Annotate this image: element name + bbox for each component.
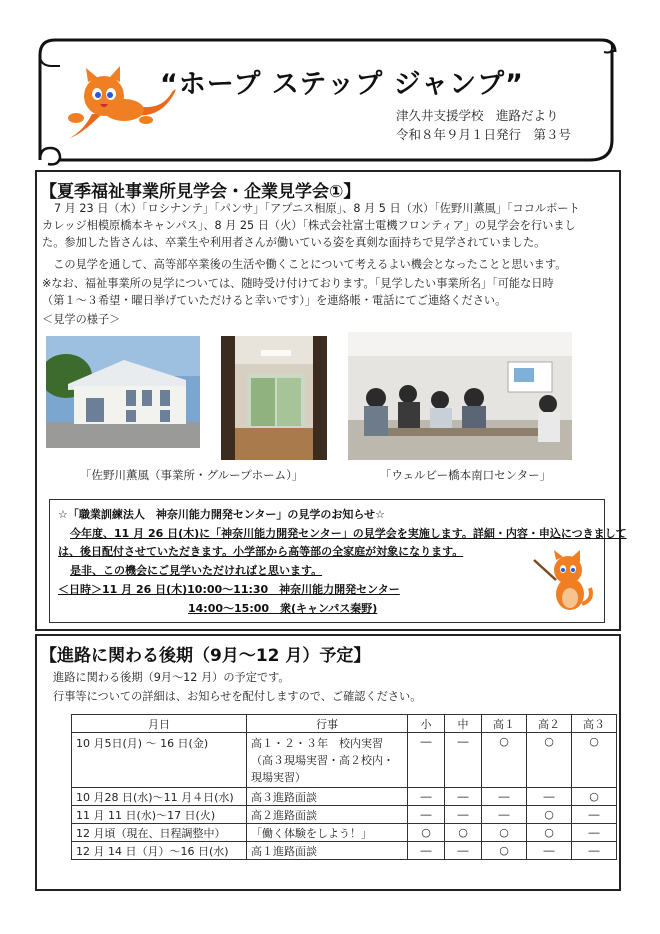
mark-high2: ○ — [527, 824, 572, 842]
row-date: 11 月 11 日(水)～17 日(火) — [72, 806, 247, 824]
row-date: 10 月28 日(水)～11 月４日(水) — [72, 788, 247, 806]
schedule-table — [71, 714, 617, 860]
table-row — [72, 824, 617, 842]
paragraph-line: （第１～３希望・曜日挙げていただけると幸いです）」を連絡帳・電話にてご連絡ください。 — [42, 294, 507, 307]
photo1-caption: 「佐野川薫風（事業所・グループホーム）」 — [80, 468, 304, 482]
school-name: 津久井支援学校 進路だより — [396, 108, 559, 123]
photo-heading: ＜見学の様子＞ — [42, 313, 121, 326]
issue-date: 令和８年９月１日発行 第３号 — [396, 127, 572, 142]
col-header-high2: 高２ — [527, 715, 572, 733]
notice-datetime-2: 14:00～15:00 衆(キャンパス秦野) — [188, 602, 378, 615]
notice-heading: ☆「職業訓練法人 神奈川能力開発センター」の見学のお知らせ☆ — [58, 508, 385, 521]
table-row — [72, 842, 617, 860]
table-header-row — [72, 715, 617, 733]
notice-datetime: ＜日時＞11 月 26 日(木)10:00～11:30 神奈川能力開発センター — [58, 583, 400, 596]
mark-high1: ○ — [482, 824, 527, 842]
table-row — [72, 733, 617, 788]
mark-high3: ― — [572, 806, 617, 824]
mark-elementary: ― — [408, 733, 445, 788]
table-row — [72, 788, 617, 806]
col-header-high3: 高３ — [572, 715, 617, 733]
col-header-elementary: 小 — [408, 715, 445, 733]
col-header-high1: 高１ — [482, 715, 527, 733]
row-event: 高１進路面談 — [247, 842, 408, 860]
row-date: 12 月頃（現在、日程調整中） — [72, 824, 247, 842]
paragraph-line: ※なお、福祉事業所の見学については、随時受け付けております。「見学したい事業所名」「可能な日時 — [42, 277, 554, 290]
mark-high1: ― — [482, 788, 527, 806]
mark-high3: ○ — [572, 788, 617, 806]
mark-high2: ― — [527, 842, 572, 860]
photo-wellbe-classroom — [348, 332, 572, 460]
mark-junior: ― — [445, 842, 482, 860]
notice-line: は、後日配付させていただきます。小学部から高等部の全家庭が対象になります。 — [58, 545, 464, 558]
row-date: 12 月 14 日（月）～16 日(水) — [72, 842, 247, 860]
mark-high3: ○ — [572, 733, 617, 788]
mark-elementary: ― — [408, 806, 445, 824]
photo2-caption: 「ウェルビー橋本南口センター」 — [380, 468, 552, 482]
notice-line: 今年度、11 月 26 日(木)に「神奈川能力開発センター」の見学会を実施します。詳細・内容・申込につきまして — [70, 527, 627, 540]
mark-high2: ― — [527, 788, 572, 806]
col-header-date: 月日 — [72, 715, 247, 733]
row-date: 10 月5日(月) ～ 16 日(金) — [72, 733, 247, 788]
event-line: 高１・２・３年 校内実習 — [251, 737, 383, 750]
mark-elementary: ― — [408, 842, 445, 860]
notice-line: 是非、この機会にご見学いただければと思います。 — [70, 564, 323, 577]
photo-room-interior — [221, 336, 327, 460]
event-line: 現場実習） — [251, 771, 306, 784]
mark-high1: ○ — [482, 842, 527, 860]
mark-junior: ○ — [445, 824, 482, 842]
banner-scroll — [0, 0, 660, 175]
row-event: 「働く体験をしよう！」 — [247, 824, 408, 842]
schedule-intro: 行事等についての詳細は、お知らせを配付しますので、ご確認ください。 — [53, 690, 422, 703]
mark-elementary: ○ — [408, 824, 445, 842]
paragraph-line: た。参加した皆さんは、卒業生や利用者さんが働いている姿を真剣な面持ちで見学されていました。 — [42, 236, 546, 249]
mark-high1: ○ — [482, 733, 527, 788]
col-header-event: 行事 — [247, 715, 408, 733]
mark-high3: ― — [572, 824, 617, 842]
col-header-junior: 中 — [445, 715, 482, 733]
mark-high1: ― — [482, 806, 527, 824]
schedule-intro: 進路に関わる後期（9月～12 月）の予定です。 — [53, 671, 290, 684]
row-event: 高３進路面談 — [247, 788, 408, 806]
mark-junior: ― — [445, 788, 482, 806]
event-line: （高３現場実習・高２校内・ — [251, 754, 394, 767]
mark-high2: ○ — [527, 733, 572, 788]
mark-junior: ― — [445, 733, 482, 788]
mark-high3: ― — [572, 842, 617, 860]
mark-high2: ○ — [527, 806, 572, 824]
paragraph-line: この見学を通して、高等部卒業後の生活や働くことについて考えるよい機会となったことと思います。 — [42, 258, 567, 271]
row-event: 高２進路面談 — [247, 806, 408, 824]
mark-elementary: ― — [408, 788, 445, 806]
mark-junior: ― — [445, 806, 482, 824]
paragraph-line: カレッジ相模原橋本キャンパス」、8 月 25 日（火）「株式会社富士電機フロンティア」の見学会を行いまし — [42, 219, 576, 232]
newsletter-title: “ホープ ステップ ジャンプ” — [160, 69, 524, 100]
pointing-cat-illustration — [530, 548, 596, 614]
section1-title: 【夏季福祉事業所見学会・企業見学会①】 — [40, 182, 361, 202]
photo-sanogawa-building — [46, 336, 200, 448]
row-event — [247, 733, 408, 788]
paragraph-line: 7 月 23 日（木）「ロシナンテ」「パンサ」「アプニス相原」、8 月 5 日（水）「佐野川薫風」「ココルポート — [54, 202, 580, 215]
table-row — [72, 806, 617, 824]
section2-title: 【進路に関わる後期（9月～12 月）予定】 — [40, 646, 371, 666]
